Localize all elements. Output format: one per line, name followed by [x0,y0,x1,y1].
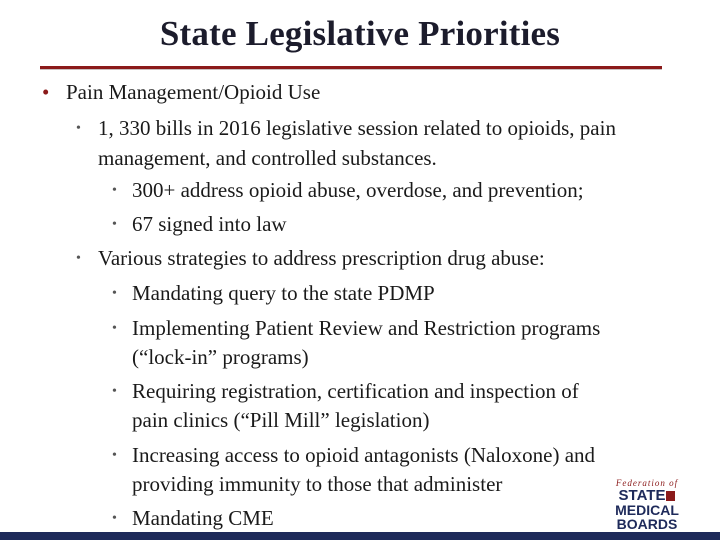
bullet-dot: • [112,286,117,301]
fsmb-logo: Federation of STATE MEDICAL BOARDS [615,478,679,532]
slide-title: State Legislative Priorities [159,14,561,53]
bullet-dot: • [112,384,117,399]
bullet-dot: • [76,121,81,136]
bullet-dot: • [112,448,117,463]
bullet-dot: • [112,217,117,232]
title-divider [40,66,662,70]
bullet-dot: • [42,80,50,104]
flag-icon [666,491,675,501]
bullet-dot: • [112,511,117,526]
bullet-dot: • [112,321,117,336]
footer-bar [0,532,720,540]
bullet-dot: • [112,183,117,198]
slide: State Legislative Priorities • Pain Management/Opioid Use • 1, 330 bills in 2016 legislative session related to opioids, pain management, and controlled substances. • 300+ address opioid abuse, overdose, and prevention; • 67 signed into law • Various strategies to address prescription drug abuse: • Mandating query to the state PDMP • Implementing Patient Review and Restriction programs (“lock-in” programs) • Requiring registration, certification and inspection of pain clinics (“Pill Mill” legislation) • Increasing access to opioid antagonists (Naloxone) and providing immunity to those that administer • Mandating CME Federation of STATE MEDICAL BOARDS [0,0,720,540]
bullet-dot: • [76,251,81,266]
